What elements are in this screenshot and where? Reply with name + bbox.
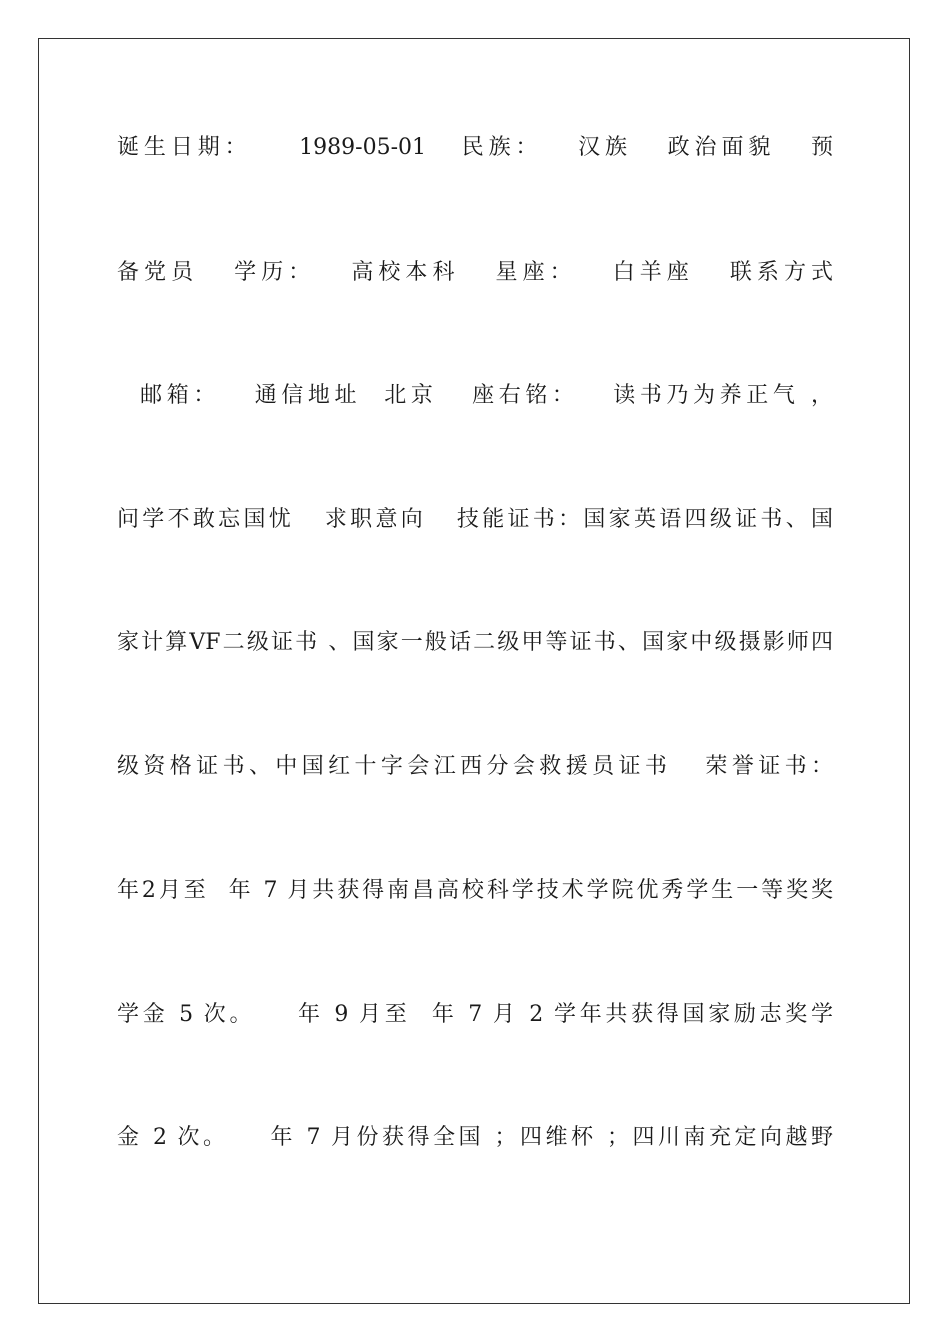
document-line-8: 学金 5 次。 年 9 月至 年 7 月 2 学年共获得国家励志奖学: [117, 1002, 833, 1027]
page-frame: [38, 38, 910, 1304]
document-line-3: 邮箱： 通信地址 北京 座右铭： 读书乃为养正气 ，: [117, 383, 833, 408]
document-line-9: 金 2 次。 年 7 月份获得全国 ；四维杯 ；四川南充定向越野: [117, 1125, 833, 1150]
document-line-4: 问学不敢忘国忧 求职意向 技能证书：国家英语四级证书、国: [117, 507, 833, 532]
document-line-5: 家计算VF二级证书 、国家一般话二级甲等证书、国家中级摄影师四: [117, 630, 833, 655]
document-line-6: 级资格证书、中国红十字会江西分会救援员证书 荣誉证书：: [117, 754, 833, 779]
document-line-7: 年2月至 年 7 月共获得南昌高校科学技术学院优秀学生一等奖奖: [117, 878, 833, 903]
document-line-2: 备党员 学历： 高校本科 星座： 白羊座 联系方式: [117, 260, 833, 285]
document-line-1: 诞生日期： 1989-05-01 民族： 汉族 政治面貌 预: [117, 135, 833, 160]
